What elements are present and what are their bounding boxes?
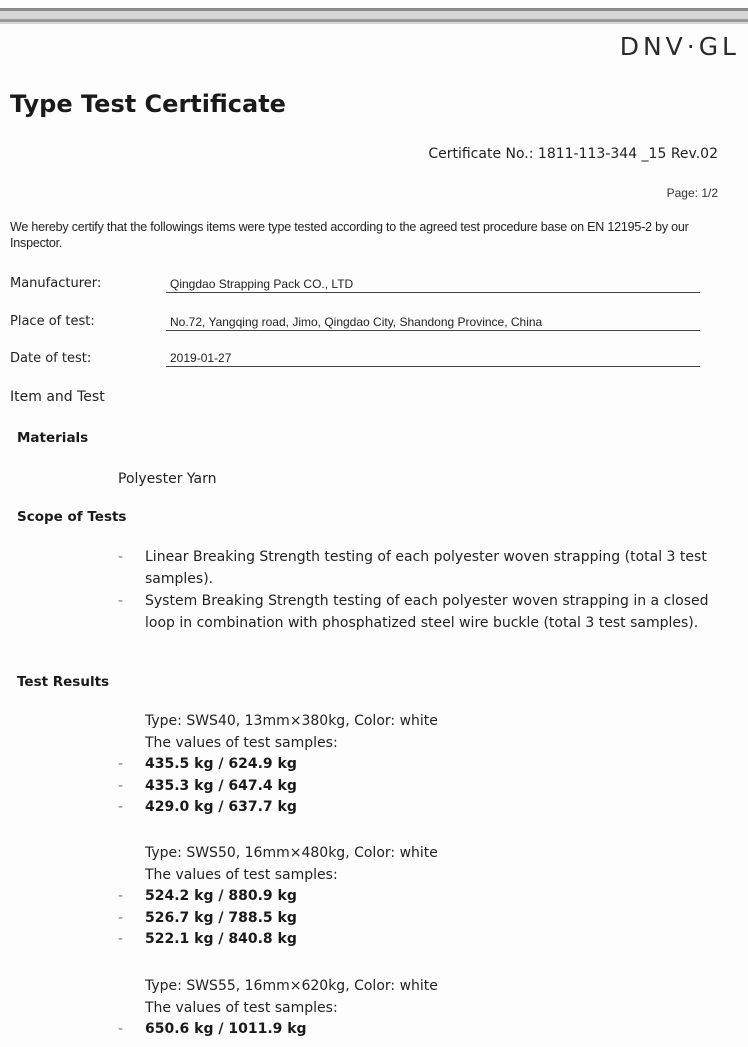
- page-number: Page: 1/2: [666, 186, 718, 200]
- item-and-test-heading: Item and Test: [10, 389, 105, 405]
- bullet-dash: -: [118, 756, 124, 772]
- materials-text: Polyester Yarn: [118, 471, 217, 487]
- bullet-dash: -: [118, 909, 124, 926]
- dnv-gl-logo: DNV·GL: [619, 32, 740, 61]
- result-group: [118, 711, 678, 819]
- scope-item: [118, 547, 718, 590]
- scope-list: [118, 547, 718, 635]
- bullet-dash: -: [118, 593, 124, 609]
- sample-value: 435.5 kg / 624.9 kg: [145, 756, 297, 772]
- place-of-test-value: No.72, Yangqing road, Jimo, Qingdao City, Shandong Province, China: [166, 315, 700, 331]
- result-sample: [118, 1019, 678, 1041]
- place-of-test-label: Place of test:: [10, 314, 95, 329]
- result-type: Type: SWS55, 16mm×620kg, Color: white: [145, 978, 438, 994]
- result-sample: [118, 776, 678, 798]
- result-sample: [118, 886, 678, 908]
- sample-value: 429.0 kg / 637.7 kg: [145, 799, 297, 815]
- manufacturer-value: Qingdao Strapping Pack CO., LTD: [166, 277, 700, 293]
- sample-value: 435.3 kg / 647.4 kg: [145, 777, 297, 794]
- scope-item-text: System Breaking Strength testing of each polyester woven strapping in a closed loop in combination with phosphatized steel wire buckle (total 3 test samples).: [145, 593, 709, 631]
- sample-value: 650.6 kg / 1011.9 kg: [145, 1021, 307, 1037]
- date-of-test-label: Date of test:: [10, 351, 92, 366]
- bullet-dash: -: [118, 777, 124, 794]
- bullet-dash: -: [118, 799, 124, 815]
- result-sample: [118, 908, 678, 930]
- sample-value: 526.7 kg / 788.5 kg: [145, 909, 297, 926]
- header-rule-bottom: [0, 19, 748, 22]
- bullet-dash: -: [118, 1021, 124, 1037]
- page-title: Type Test Certificate: [10, 90, 286, 118]
- bullet-dash: -: [118, 549, 124, 565]
- header-rule-top: [0, 8, 748, 11]
- result-sample: [118, 929, 678, 951]
- bullet-dash: -: [118, 931, 124, 947]
- intro-text: We hereby certify that the followings items were type tested according to the agreed test procedure base on EN 12195-2 by our Inspector.: [10, 220, 689, 250]
- result-values-label: The values of test samples:: [145, 866, 338, 883]
- certificate-number: Certificate No.: 1811-113-344 _15 Rev.02: [428, 146, 718, 162]
- result-group: [118, 976, 678, 1041]
- materials-heading: Materials: [17, 430, 89, 446]
- date-of-test-value: 2019-01-27: [166, 351, 700, 367]
- result-values-label: The values of test samples:: [145, 999, 338, 1016]
- result-sample: [118, 797, 678, 819]
- result-group: [118, 843, 678, 951]
- scope-heading: Scope of Tests: [17, 509, 127, 525]
- manufacturer-label: Manufacturer:: [10, 276, 102, 291]
- sample-value: 522.1 kg / 840.8 kg: [145, 931, 297, 947]
- sample-value: 524.2 kg / 880.9 kg: [145, 888, 297, 904]
- result-values-label: The values of test samples:: [145, 734, 338, 751]
- result-type: Type: SWS50, 16mm×480kg, Color: white: [145, 845, 438, 861]
- scope-item-text: Linear Breaking Strength testing of each polyester woven strapping (total 3 test samples).: [145, 549, 707, 587]
- bullet-dash: -: [118, 888, 124, 904]
- result-sample: [118, 754, 678, 776]
- scope-item: [118, 591, 718, 634]
- test-results-heading: Test Results: [17, 674, 110, 690]
- result-type: Type: SWS40, 13mm×380kg, Color: white: [145, 713, 438, 729]
